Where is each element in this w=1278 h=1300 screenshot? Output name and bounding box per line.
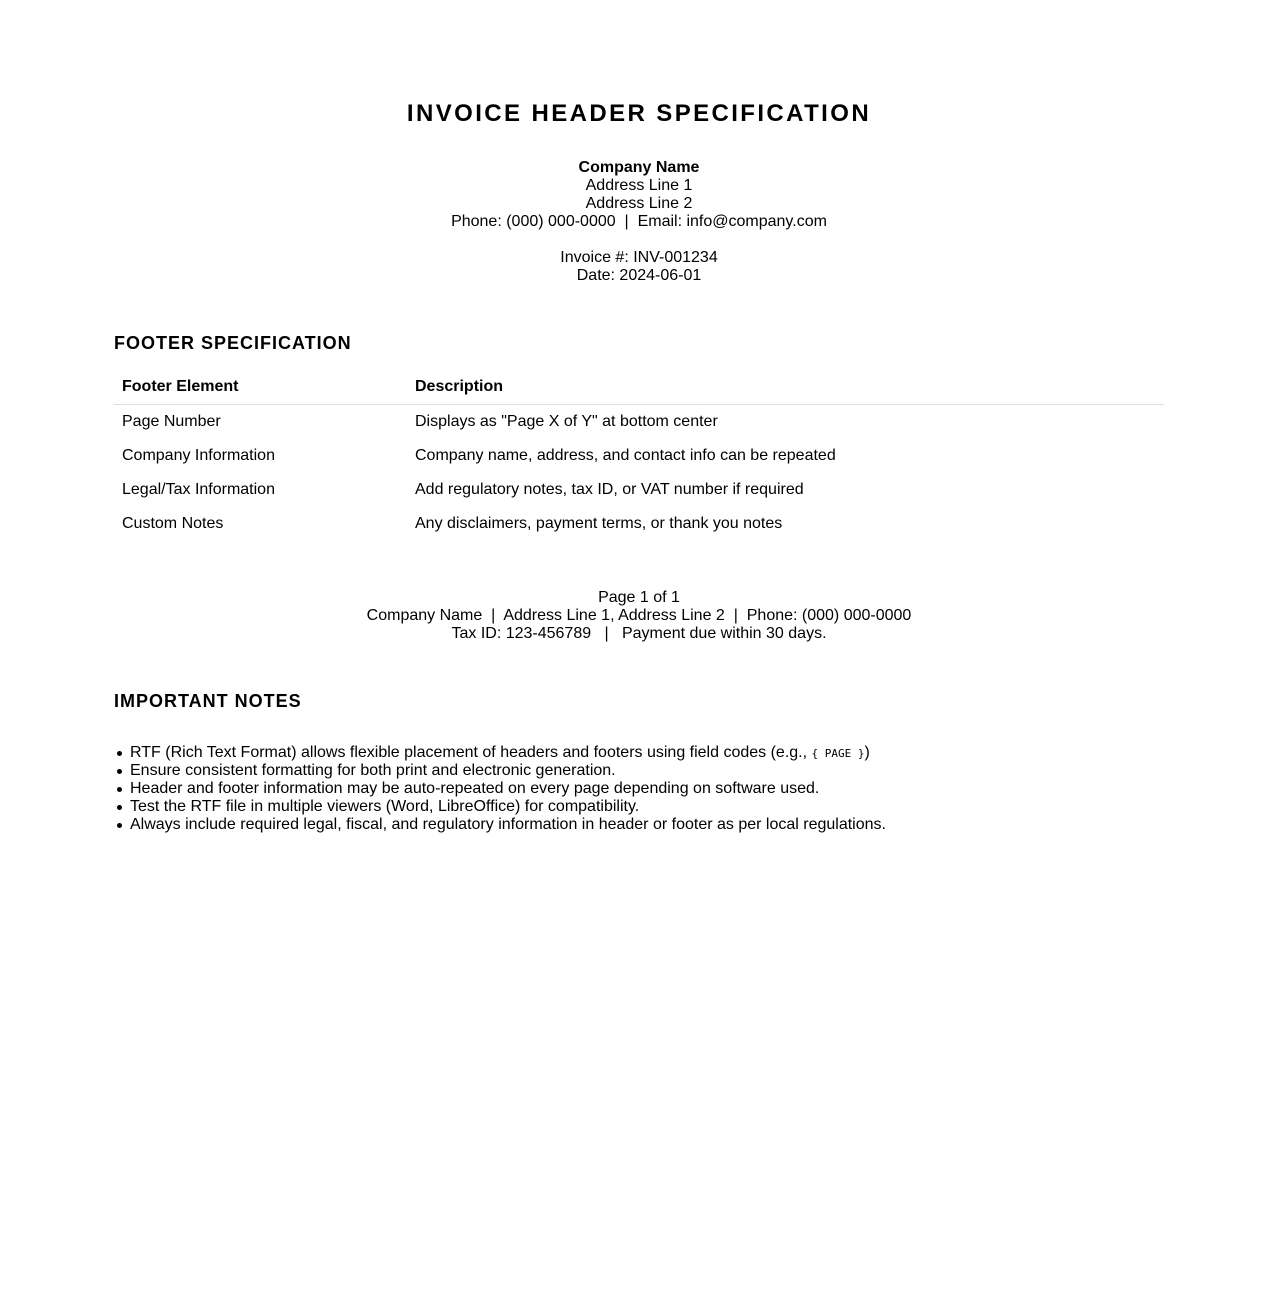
note-text: RTF (Rich Text Format) allows flexible placement of headers and footers using field codes (e.g., (130, 744, 812, 761)
table-row (114, 439, 1164, 473)
footer-tax-line: Tax ID: 123-456789 | Payment due within 30 days. (451, 625, 827, 642)
column-header: Description (407, 369, 1164, 405)
list-item (130, 744, 1230, 762)
contact-line: Phone: (000) 000-0000 | Email: info@company.com (451, 213, 827, 230)
footer-spec-table (114, 369, 1164, 541)
footer-company-line: Company Name | Address Line 1, Address Line 2 | Phone: (000) 000-0000 (366, 607, 912, 624)
list-item: Header and footer information may be auto-repeated on every page depending on software used. (130, 780, 1230, 798)
note-text: ) (864, 744, 870, 761)
footer-element-cell: Custom Notes (122, 515, 224, 532)
footer-spec-heading: FOOTER SPECIFICATION (114, 333, 352, 353)
column-header: Footer Element (114, 369, 407, 405)
invoice-header (0, 159, 1278, 285)
page-number: Page 1 of 1 (598, 589, 680, 606)
table-row (114, 405, 1164, 440)
field-code: { PAGE } (811, 747, 865, 760)
list-item: Ensure consistent formatting for both print and electronic generation. (130, 762, 1230, 780)
notes-list (114, 744, 1230, 834)
list-item: Test the RTF file in multiple viewers (Word, LibreOffice) for compatibility. (130, 798, 1230, 816)
description-cell: Any disclaimers, payment terms, or thank you notes (415, 515, 783, 532)
notes-heading: IMPORTANT NOTES (114, 691, 302, 711)
table-header-row (114, 369, 1164, 405)
invoice-date: Date: 2024-06-01 (576, 267, 702, 284)
description-cell: Company name, address, and contact info can be repeated (415, 447, 836, 464)
table-row (114, 507, 1164, 541)
table-row (114, 473, 1164, 507)
list-item: Always include required legal, fiscal, and regulatory information in header or footer as per local regulations. (130, 816, 1230, 834)
footer-element-cell: Page Number (122, 413, 221, 430)
footer-element-cell: Legal/Tax Information (122, 481, 275, 498)
company-name: Company Name (578, 159, 700, 176)
description-cell: Add regulatory notes, tax ID, or VAT number if required (415, 481, 804, 498)
address-line-2: Address Line 2 (585, 195, 693, 212)
footer-element-cell: Company Information (122, 447, 275, 464)
address-line-1: Address Line 1 (585, 177, 693, 194)
description-cell: Displays as "Page X of Y" at bottom center (415, 413, 718, 430)
footer-preview (0, 589, 1278, 643)
spacer (0, 231, 1278, 249)
invoice-number: Invoice #: INV-001234 (560, 249, 718, 266)
document-title: INVOICE HEADER SPECIFICATION (406, 100, 872, 127)
